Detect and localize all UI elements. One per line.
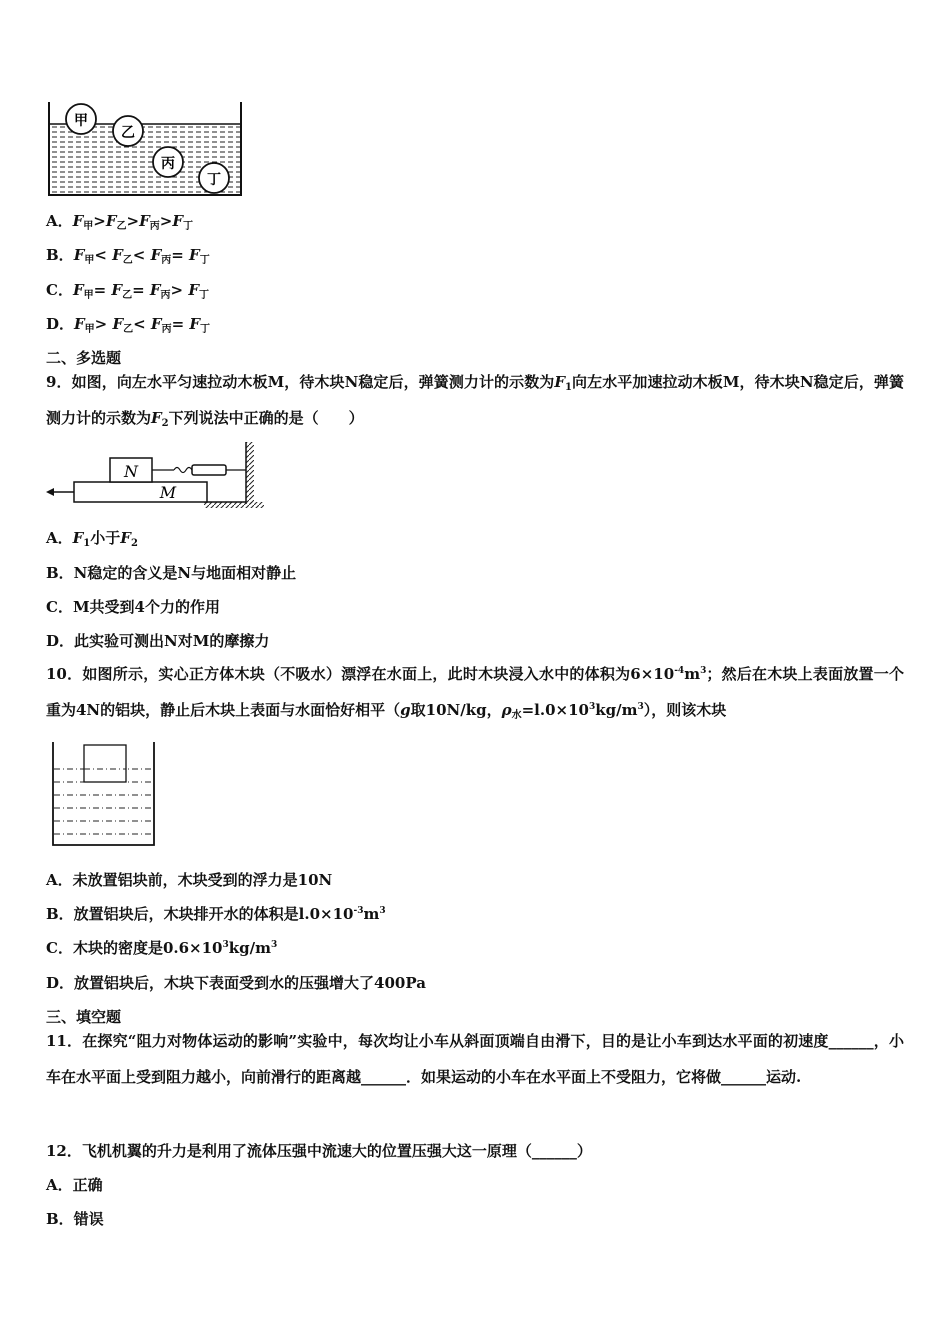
ball-ding (199, 163, 229, 193)
q8-figure (44, 100, 246, 198)
q10-stem: 10．如图所示，实心正方体木块（不吸水）漂浮在水面上，此时木块浸入水中的体积为$6\times 10^{-4}m^3$；然后在木块上表面放置一个重为4N的铝块，静止后木块上表面与水面恰好相平（g取10N/kg，$\rho_水=l.0\times 10^3kg/m^3$），则该木块 (46, 665, 904, 721)
q8-option-b: B．$F_甲< F_乙< F_丙= F_丁$ (46, 246, 210, 266)
svg-text:M: M (159, 483, 177, 502)
svg-text:丙: 丙 (161, 156, 175, 172)
q8-option-d: D．$F_甲> F_乙< F_丙= F_丁$ (46, 315, 211, 335)
q11-blank-3[interactable]: ______ (721, 1068, 767, 1086)
q10-option-c: C．木块的密度是$0.6\times 10^3kg/m^3$ (46, 939, 278, 957)
q10-option-b: B．放置铝块后，木块排开水的体积是$l.0\times 10^{-3}m^3$ (46, 905, 386, 923)
svg-text:N: N (124, 462, 138, 481)
q12-blank[interactable]: ______ (531, 1142, 577, 1160)
q9-option-b: B．N稳定的含义是N与地面相对静止 (46, 564, 297, 582)
q10-option-d: D．放置铝块后，木块下表面受到水的压强增大了400Pa (46, 974, 426, 992)
ball-jia (66, 104, 96, 134)
q8-option-a: A．$F_甲>F_乙>F_丙>F_丁$ (46, 212, 193, 232)
svg-text:甲: 甲 (74, 113, 88, 129)
q9-option-d: D．此实验可测出N对M的摩擦力 (46, 632, 270, 650)
q9-figure (44, 440, 270, 510)
ball-yi (113, 116, 143, 146)
q12-option-a: A．正确 (46, 1176, 103, 1194)
q9-option-c: C．M共受到4个力的作用 (46, 598, 220, 616)
section-heading-multi-choice: 二、多选题 (46, 349, 122, 367)
q9-option-a: A．$F_1$小于$F_2$ (46, 529, 138, 549)
q10-figure (50, 742, 158, 848)
q11-stem: 11．在探究“阻力对物体运动的影响”实验中，每次均让小车从斜面顶端自由滑下，目的是让小车到达水平面的初速度______，小车在水平面上受到阻力越小，向前滑行的距离越______．如果运动的小车在水平面上不受阻力，它将做______运动. (46, 1032, 904, 1086)
svg-text:丁: 丁 (207, 172, 221, 188)
ball-bing (153, 147, 183, 177)
q10-option-a: A．未放置铝块前，木块受到的浮力是10N (46, 871, 333, 889)
q11-blank-1[interactable]: ______ (828, 1032, 874, 1050)
q12-option-b: B．错误 (46, 1210, 104, 1228)
q9-stem: 9．如图，向左水平匀速拉动木板M，待木块N稳定后，弹簧测力计的示数为$F_1$向左水平加速拉动木板M，待木块N稳定后，弹簧测力计的示数为$F_2$下列说法中正确的是（ ） (46, 373, 904, 429)
q12-stem: 12．飞机机翼的升力是利用了流体压强中流速大的位置压强大这一原理（______） (46, 1142, 592, 1160)
svg-text:乙: 乙 (121, 125, 135, 141)
section-heading-fill-blank: 三、填空题 (46, 1008, 122, 1026)
q11-blank-2[interactable]: ______ (361, 1068, 407, 1086)
q8-option-c: C．$F_甲= F_乙= F_丙> F_丁$ (46, 281, 209, 301)
